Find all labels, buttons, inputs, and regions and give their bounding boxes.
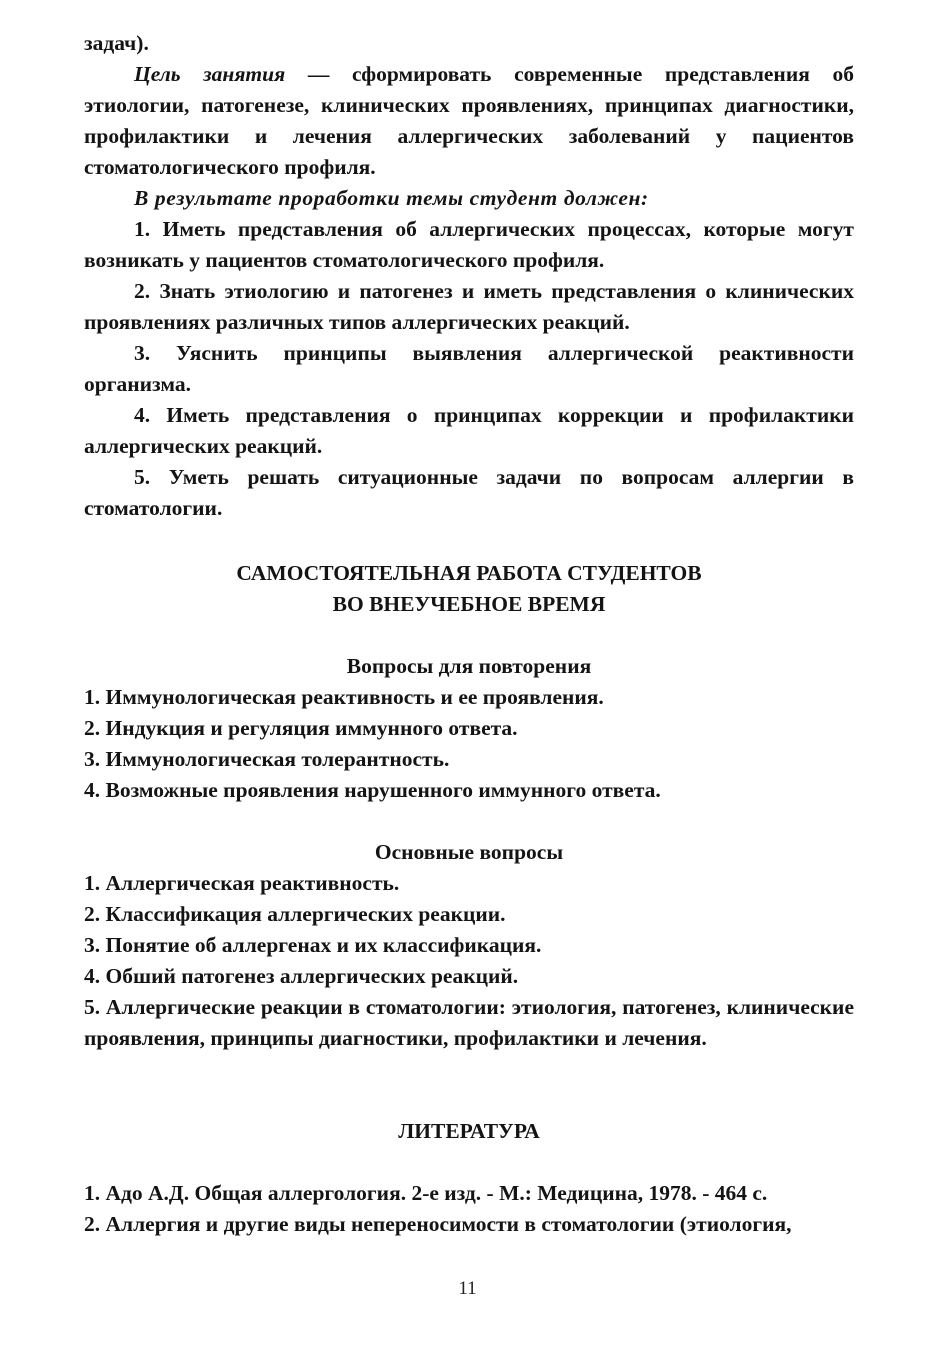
list-item: 3. Понятие об аллергенах и их классификация. [84,933,542,957]
list-item: 4. Обший патогенез аллергических реакций. [84,964,519,988]
outcomes-intro: В результате проработки темы студент должен: [134,186,649,210]
document-page [84,28,854,1240]
list-item: 2. Аллергия и другие виды непереносимости в стоматологии (этиология, [84,1212,792,1236]
list-item: 5. Аллергические реакции в стоматологии: этиология, патогенез, клинические проявления, принципы диагностики, профилактики и лечения. [84,995,854,1050]
outcome-item: 2. Знать этиологию и патогенез и иметь представления о клинических проявлениях различных типов аллергических реакций. [84,279,854,334]
list-item: 2. Индукция и регуляция иммунного ответа. [84,716,518,740]
outcome-item: 3. Уяснить принципы выявления аллергической реактивности организма. [84,341,854,396]
intro-tail: задач). [84,31,149,55]
list-item: 1. Адо А.Д. Общая аллергология. 2-е изд. - М.: Медицина, 1978. - 464 с. [84,1181,768,1205]
literature-title: ЛИТЕРАТУРА [398,1119,540,1143]
outcome-item: 1. Иметь представления об аллергических процессах, которые могут возникать у пациентов стоматологического профиля. [84,217,854,272]
review-title: Вопросы для повторения [346,654,592,678]
page-number: 11 [458,1278,477,1299]
goal-label: Цель занятия [134,62,286,86]
section-title-line2: ВО ВНЕУЧЕБНОЕ ВРЕМЯ [332,592,606,616]
list-item: 3. Иммунологическая толерантность. [84,747,450,771]
outcome-item: 5. Уметь решать ситуационные задачи по вопросам аллергии в стоматологии. [84,465,854,520]
goal-paragraph [84,59,854,183]
main-questions-list [84,868,854,1054]
literature-list [84,1178,854,1240]
outcome-item: 4. Иметь представления о принципах коррекции и профилактики аллергических реакций. [84,403,854,458]
review-list [84,682,854,806]
list-item: 2. Классификация аллергических реакции. [84,902,506,926]
section-title-line1: САМОСТОЯТЕЛЬНАЯ РАБОТА СТУДЕНТОВ [236,561,702,585]
main-questions-title: Основные вопросы [374,840,564,864]
list-item: 1. Иммунологическая реактивность и ее проявления. [84,685,604,709]
goal-text: — сформировать современные представления об этиологии, патогенезе, клинических проявлениях, принципах диагностики, профилактики и лечения аллергических заболеваний у пациентов стоматологического профиля. [84,62,854,179]
list-item: 4. Возможные проявления нарушенного иммунного ответа. [84,778,661,802]
list-item: 1. Аллергическая реактивность. [84,871,400,895]
